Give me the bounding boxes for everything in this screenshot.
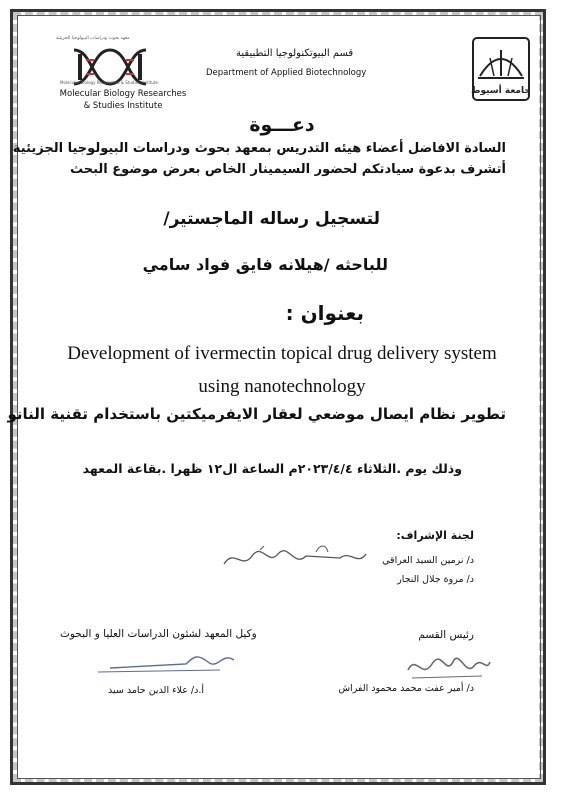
institute-name-line1: Molecular Biology Researches [59, 89, 187, 99]
thesis-title-en-line2: using nanotechnology [198, 376, 366, 397]
department-name-ar: قسم البيوتكنولوجيا التطبيقية [236, 48, 354, 59]
committee-label: لجنة الإشراف: [396, 529, 474, 542]
thesis-title-label: بعنوان : [285, 301, 364, 325]
thesis-title-en-line1: Development of ivermectin topical drug delivery system [67, 343, 497, 364]
institute-name-en [58, 88, 188, 112]
university-logo-text: جامعة أسيوط [471, 86, 531, 96]
institute-logo-subcaption: Molecular Biology Researches & Studies Institute [60, 80, 158, 85]
invitation-title: دعـــوة [249, 114, 315, 136]
university-logo [470, 36, 532, 102]
department-name-en: Department of Applied Biotechnology [206, 68, 367, 78]
committee-member-2: د/ مروة جلال النجار [397, 574, 474, 585]
invitation-line-1: السادة الافاضل أعضاء هيئه التدريس بمعهد بحوث ودراسات البيولوجيا الجزيئية [12, 141, 506, 156]
committee-member-1: د/ نرمين السيد العراقي [382, 555, 474, 566]
vice-dean-signature [90, 648, 240, 678]
institute-logo-caption: معهد بحوث ودراسات البيولوجيا الجزيئية [56, 36, 130, 41]
seminar-date-time: وذلك يوم .الثلاثاء ٢٠٢٣/٤/٤م الساعة ال١٢ ظهرا .بقاعة المعهد [82, 461, 462, 476]
thesis-title-ar: تطوير نظام ايصال موضعي لعقار الايفرميكتين باستخدام تقنية النانو [7, 405, 506, 423]
committee-signature [220, 542, 370, 574]
institute-name-line2: & Studies Institute [83, 101, 163, 111]
department-head-title: رئيس القسم [418, 629, 474, 641]
researcher-name: للباحثه /هيلانه فايق فواد سامي [142, 255, 388, 274]
invitation-line-2: أتشرف بدعوة سيادتكم لحضور السيمينار الخاص بعرض موضوع البحث [69, 162, 506, 177]
vice-dean-title: وكيل المعهد لشئون الدراسات العليا و البحوث [60, 628, 257, 640]
department-head-name: د/ أمير عفت محمد محمود الفراش [338, 683, 474, 694]
vice-dean-name: أ.د/ علاء الدين حامد سيد [108, 685, 205, 696]
seminar-purpose: لتسجيل رساله الماجستير/ [163, 209, 380, 229]
department-head-signature [402, 650, 494, 684]
